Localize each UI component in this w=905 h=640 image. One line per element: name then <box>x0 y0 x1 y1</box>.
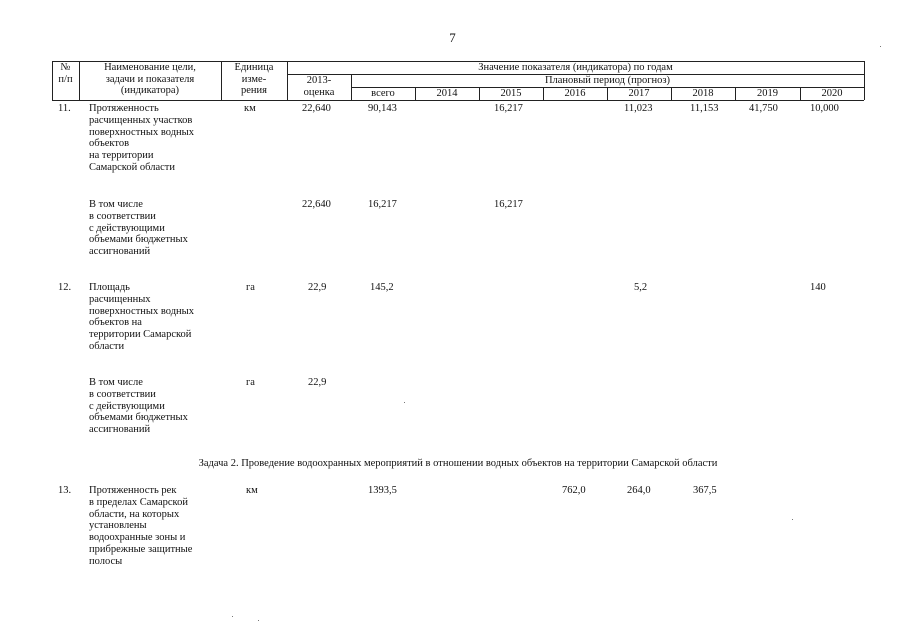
scan-speck <box>258 620 259 621</box>
row-number: 13. <box>58 485 72 496</box>
row-number: 11. <box>58 103 71 114</box>
header-year-2019: 2019 <box>757 88 778 99</box>
year-2020-cell: 10,000 <box>810 103 839 114</box>
indicator-name <box>89 377 188 436</box>
unit-cell: км <box>244 103 256 114</box>
header-unit-line: изме- <box>241 73 267 85</box>
total-cell: 90,143 <box>368 103 397 114</box>
year-2018-cell: 11,153 <box>690 103 719 114</box>
header-name-line: задачи и показателя <box>105 73 195 85</box>
header-number <box>52 62 79 85</box>
header-unit-line: Единица <box>234 62 274 73</box>
indicator-name-line: объемами бюджетных <box>89 412 188 424</box>
indicator-name-line: объектов <box>89 138 130 150</box>
year-2015-cell: 16,217 <box>494 199 523 210</box>
scan-speck <box>232 616 233 617</box>
indicator-name-line: Протяженность рек <box>89 485 177 496</box>
indicator-name-line: с действующими <box>89 400 165 412</box>
header-name-line: Наименование цели, <box>104 62 196 73</box>
indicator-name-line: установлены <box>89 520 147 532</box>
indicator-name-line: Площадь <box>89 282 130 293</box>
estimate-cell: 22,640 <box>302 199 331 210</box>
header-year-2014: 2014 <box>436 88 458 99</box>
indicator-name-line: В том числе <box>89 377 143 388</box>
unit-cell: га <box>246 282 255 293</box>
total-cell: 145,2 <box>370 282 394 293</box>
page-number: 7 <box>449 30 456 45</box>
indicator-name-line: ассигнований <box>89 246 151 258</box>
row-number: 12. <box>58 282 72 293</box>
indicator-name-line: водоохранные зоны и <box>89 532 186 544</box>
header-plan: Плановый период (прогноз) <box>544 75 671 86</box>
header-year-2017: 2017 <box>628 88 650 99</box>
header-estimate-line: оценка <box>303 86 335 98</box>
indicator-name-line: в соответствии <box>89 388 156 400</box>
indicator-name-line: поверхностных водных <box>89 126 194 138</box>
indicator-name-line: объемами бюджетных <box>89 234 188 246</box>
indicator-name <box>89 282 194 353</box>
indicator-name <box>89 103 194 174</box>
indicator-name-line: Протяженность <box>89 103 159 114</box>
indicator-name <box>89 485 192 568</box>
header-bottom-border <box>52 100 864 101</box>
indicator-name-line: области <box>89 340 125 352</box>
indicator-name-line: В том числе <box>89 199 143 210</box>
task-heading: Задача 2. Проведение водоохранных мероприятий в отношении водных объектов на территории Самарской области <box>198 458 718 469</box>
year-2016-cell: 762,0 <box>562 485 586 496</box>
total-cell: 16,217 <box>368 199 397 210</box>
year-2019-cell: 41,750 <box>749 103 778 114</box>
header-name-line: (индикатора) <box>120 85 180 96</box>
header-name <box>79 62 221 97</box>
header-year-2020: 2020 <box>821 88 843 99</box>
header-total: всего <box>371 88 395 99</box>
indicator-name-line: территории Самарской <box>89 329 192 341</box>
indicator-name-line: Самарской области <box>89 161 175 173</box>
estimate-cell: 22,640 <box>302 103 331 114</box>
total-cell: 1393,5 <box>368 485 397 496</box>
header-unit <box>221 62 287 97</box>
header-estimate-line: 2013- <box>306 75 332 86</box>
year-2020-cell: 140 <box>810 282 826 293</box>
header-year-2016: 2016 <box>564 88 586 99</box>
year-2018-cell: 367,5 <box>693 485 717 496</box>
scan-speck <box>792 519 793 520</box>
year-2017-cell: 5,2 <box>634 282 648 293</box>
indicator-name-line: в соответствии <box>89 210 156 222</box>
year-2015-cell: 16,217 <box>494 103 523 114</box>
year-2017-cell: 11,023 <box>624 103 653 114</box>
header-vline <box>864 61 865 100</box>
header-unit-line: рения <box>241 85 267 96</box>
header-estimate <box>287 75 351 98</box>
indicator-name-line: в пределах Самарской <box>89 496 188 508</box>
scan-speck <box>880 46 881 47</box>
indicator-name-line: на территории <box>89 150 154 162</box>
indicator-name-line: поверхностных водных <box>89 305 194 317</box>
indicator-name <box>89 199 188 258</box>
indicator-name-line: области, на которых <box>89 508 180 520</box>
indicator-name-line: объектов на <box>89 317 142 329</box>
estimate-cell: 22,9 <box>308 377 327 388</box>
estimate-cell: 22,9 <box>308 282 327 293</box>
unit-cell: га <box>246 377 255 388</box>
header-year-2018: 2018 <box>692 88 714 99</box>
year-2017-cell: 264,0 <box>627 485 651 496</box>
indicator-name-line: прибрежные защитные <box>89 543 193 555</box>
header-values: Значение показателя (индикатора) по годам <box>478 62 673 73</box>
header-number-line: п/п <box>58 73 73 85</box>
indicator-name-line: ассигнований <box>89 424 151 436</box>
header-number-line: № <box>60 62 71 73</box>
indicator-name-line: с действующими <box>89 222 165 234</box>
indicator-name-line: расчищенных <box>89 293 151 305</box>
indicator-name-line: расчищенных участков <box>89 114 193 126</box>
header-year-2015: 2015 <box>500 88 522 99</box>
scan-speck <box>404 402 405 403</box>
unit-cell: км <box>246 485 258 496</box>
indicator-name-line: полосы <box>89 555 123 567</box>
